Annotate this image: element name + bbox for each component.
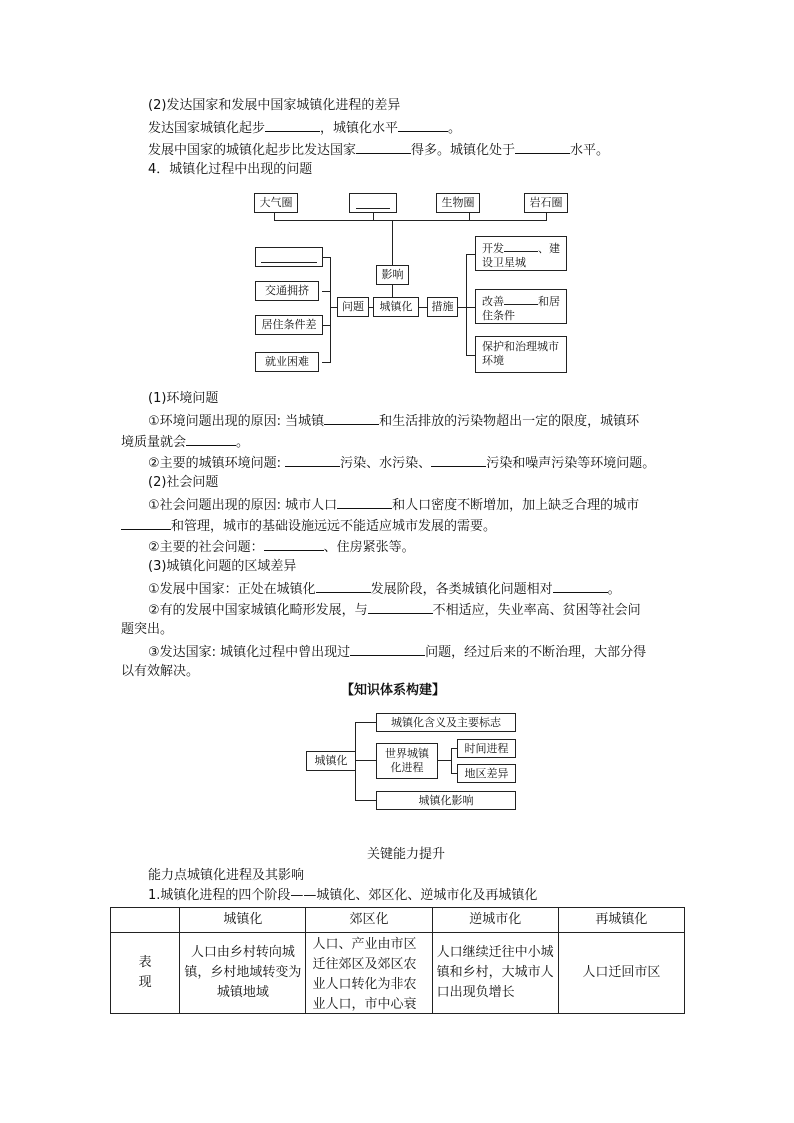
ability-subtitle: 1.城镇化进程的四个阶段——城镇化、郊区化、逆城市化及再城镇化 <box>148 888 538 903</box>
blank-field[interactable] <box>324 410 379 425</box>
env-p2: ②主要的城镇环境问题: 污染、水污染、 污染和噪声污染等环境问题。 <box>148 452 655 474</box>
blank-field[interactable] <box>356 139 411 154</box>
traffic-box: 交通拥挤 <box>255 281 319 301</box>
blank-field[interactable] <box>337 494 392 509</box>
urbanization-box: 城镇化 <box>373 297 419 317</box>
blank-field[interactable] <box>515 139 570 154</box>
regional-p2-cont: 题突出。 <box>121 622 174 637</box>
ability-point: 能力点城镇化进程及其影响 <box>148 868 305 883</box>
table-cell: 人口、产业由市区迁往郊区及郊区农业人口转化为非农业人口，市中心衰 <box>306 933 432 1014</box>
blank-field[interactable] <box>356 197 390 209</box>
regional-p1: ①发展中国家：正处在城镇化 发展阶段，各类城镇化问题相对 。 <box>148 578 621 600</box>
knowledge-node-impact: 城镇化影响 <box>376 791 516 810</box>
blank-field[interactable] <box>285 452 340 467</box>
table-header: 再城镇化 <box>558 908 684 933</box>
blank-field[interactable] <box>264 536 324 551</box>
environment-box: 保护和治理城市环境 <box>475 336 567 373</box>
table-cell: 人口继续迁往中小城镇和乡村，大城市人口出现负增长 <box>432 933 558 1014</box>
knowledge-root-box: 城镇化 <box>306 751 356 771</box>
blank-field[interactable] <box>186 431 236 446</box>
lithosphere-box: 岩石圈 <box>524 193 568 213</box>
blank-field[interactable] <box>265 117 320 132</box>
section2-line1: 发达国家城镇化起步 ，城镇化水平 。 <box>148 117 461 139</box>
table-cell: 人口迁回市区 <box>558 933 684 1014</box>
blank-field[interactable] <box>121 515 171 530</box>
regional-p2: ②有的发展中国家城镇化畸形发展，与 不相适应，失业率高、贫困等社会问 <box>148 599 641 621</box>
table-header: 逆城市化 <box>432 908 558 933</box>
env-p1-cont: 境质量就会 。 <box>121 431 249 453</box>
stages-table <box>110 907 685 1014</box>
blank-field[interactable] <box>504 293 538 305</box>
regional-heading: (3)城镇化问题的区域差异 <box>148 559 297 574</box>
knowledge-title: 【知识体系构建】 <box>341 683 446 698</box>
blank-field[interactable] <box>350 641 425 656</box>
blank-sphere-box <box>349 193 397 213</box>
blank-field[interactable] <box>398 117 448 132</box>
problem-box: 问题 <box>337 297 369 317</box>
table-cell: 人口由乡村转向城镇，乡村地域转变为城镇地域 <box>180 933 306 1014</box>
table-header-empty <box>111 908 180 933</box>
regional-p3-cont: 以有效解决。 <box>121 664 200 679</box>
influence-box: 影响 <box>376 265 409 285</box>
regional-p3: ③发达国家: 城镇化过程中曾出现过 问题，经过后来的不断治理，大部分得 <box>148 641 646 663</box>
social-p2: ②主要的社会问题： 、住房紧张等。 <box>148 536 415 558</box>
ability-title: 关键能力提升 <box>367 847 446 862</box>
employment-box: 就业困难 <box>255 352 319 372</box>
table-header: 城镇化 <box>180 908 306 933</box>
blank-problem-box <box>255 247 323 267</box>
env-heading: (1)环境问题 <box>148 391 219 406</box>
blank-field[interactable] <box>431 452 486 467</box>
blank-field[interactable] <box>316 578 371 593</box>
knowledge-node-world-process: 世界城镇化进程 <box>376 743 438 779</box>
blank-field[interactable] <box>368 599 433 614</box>
measures-box: 措施 <box>427 297 458 317</box>
env-p1: ①环境问题出现的原因: 当城镇 和生活排放的污染物超出一定的限度，城镇环 <box>148 410 639 432</box>
table-row <box>111 933 685 1014</box>
blank-field[interactable] <box>261 251 317 263</box>
social-heading: (2)社会问题 <box>148 475 219 490</box>
blank-field[interactable] <box>504 240 538 252</box>
section2-heading: (2)发达国家和发展中国家城镇化进程的差异 <box>148 98 401 113</box>
housing-box: 居住条件差 <box>255 315 323 335</box>
biosphere-box: 生物圈 <box>436 193 480 213</box>
knowledge-node-time: 时间进程 <box>457 739 516 758</box>
knowledge-node-definition: 城镇化含义及主要标志 <box>376 713 516 732</box>
social-p1-cont: 和管理，城市的基础设施远远不能适应城市发展的需要。 <box>121 515 496 537</box>
social-p1: ①社会问题出现的原因: 城市人口 和人口密度不断增加，加上缺乏合理的城市 <box>148 494 639 516</box>
satellite-city-box: 开发 、建 设卫星城 <box>475 236 567 271</box>
improve-housing-box: 改善 和居 住条件 <box>475 289 567 324</box>
section4-heading: 4．城镇化过程中出现的问题 <box>148 162 313 177</box>
knowledge-node-region: 地区差异 <box>457 764 516 783</box>
section2-line2: 发展中国家的城镇化起步比发达国家 得多。城镇化处于 水平。 <box>148 139 609 161</box>
atmosphere-box: 大气圈 <box>254 193 298 213</box>
table-row-label: 表现 <box>111 933 180 1014</box>
blank-field[interactable] <box>553 578 608 593</box>
table-header: 郊区化 <box>306 908 432 933</box>
